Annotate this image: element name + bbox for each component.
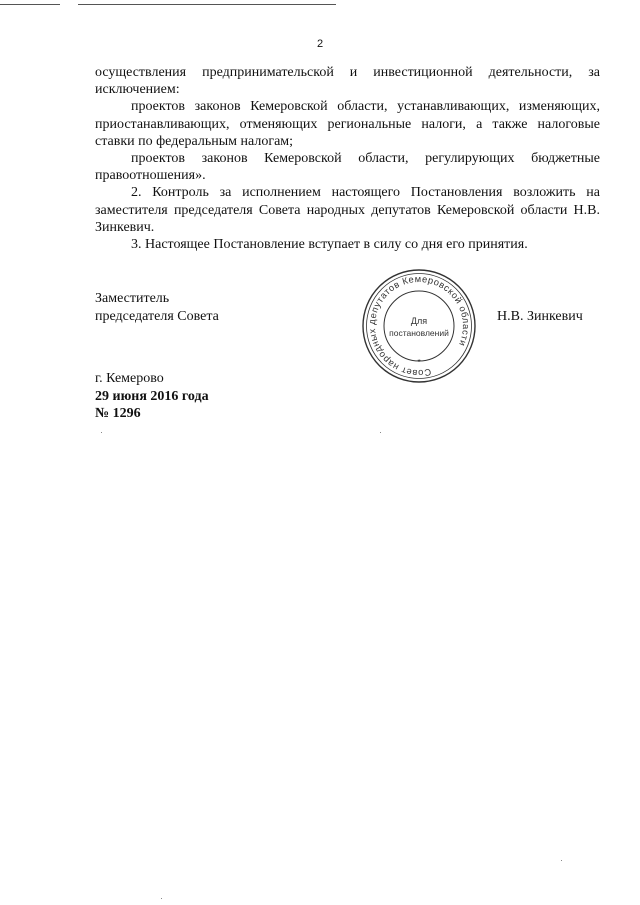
signer-title	[95, 290, 219, 326]
paragraph-exception-budget: проектов законов Кемеровской области, регулирующих бюджетные правоотношения».	[95, 151, 600, 184]
stamp-ring-text	[357, 264, 481, 388]
document-place: г. Кемерово	[95, 371, 164, 386]
stamp-ring-text-path: Совет народных депутатов Кемеровской области	[366, 273, 472, 379]
top-border-line	[0, 4, 60, 5]
official-stamp	[357, 264, 481, 388]
stamp-center-text: Для	[410, 316, 428, 326]
stamp-center-text: постановлений	[389, 328, 449, 338]
signer-name: Н.В. Зинкевич	[497, 309, 583, 324]
scan-speck	[101, 432, 102, 433]
page-number: 2	[316, 38, 324, 50]
top-border-line	[78, 4, 336, 5]
scan-speck	[380, 432, 381, 433]
paragraph-exception-taxes: проектов законов Кемеровской области, устанавливающих, изменяющих, приостанавливающих, отменяющих региональные налоги, а также налоговые ставки по федеральным налогам;	[95, 99, 600, 149]
scan-speck	[561, 860, 562, 861]
paragraph-control: 2. Контроль за исполнением настоящего Постановления возложить на заместителя председателя Совета народных депутатов Кемеровской области Н.В. Зинкевич.	[95, 185, 600, 235]
signer-title-line: Заместитель	[95, 291, 170, 306]
document-date: 29 июня 2016 года	[95, 388, 209, 404]
document-place-date-number	[95, 370, 209, 423]
stamp-inner-ring	[384, 291, 454, 361]
signer-title-line: председателя Совета	[95, 309, 219, 324]
document-number: № 1296	[95, 406, 141, 421]
paragraph-continuation: осуществления предпринимательской и инвестиционной деятельности, за исключением:	[95, 65, 600, 98]
document-body	[95, 64, 600, 253]
stamp-star: *	[417, 358, 421, 367]
scan-speck	[161, 898, 162, 899]
paragraph-effective: 3. Настоящее Постановление вступает в силу со дня его принятия.	[131, 237, 528, 253]
